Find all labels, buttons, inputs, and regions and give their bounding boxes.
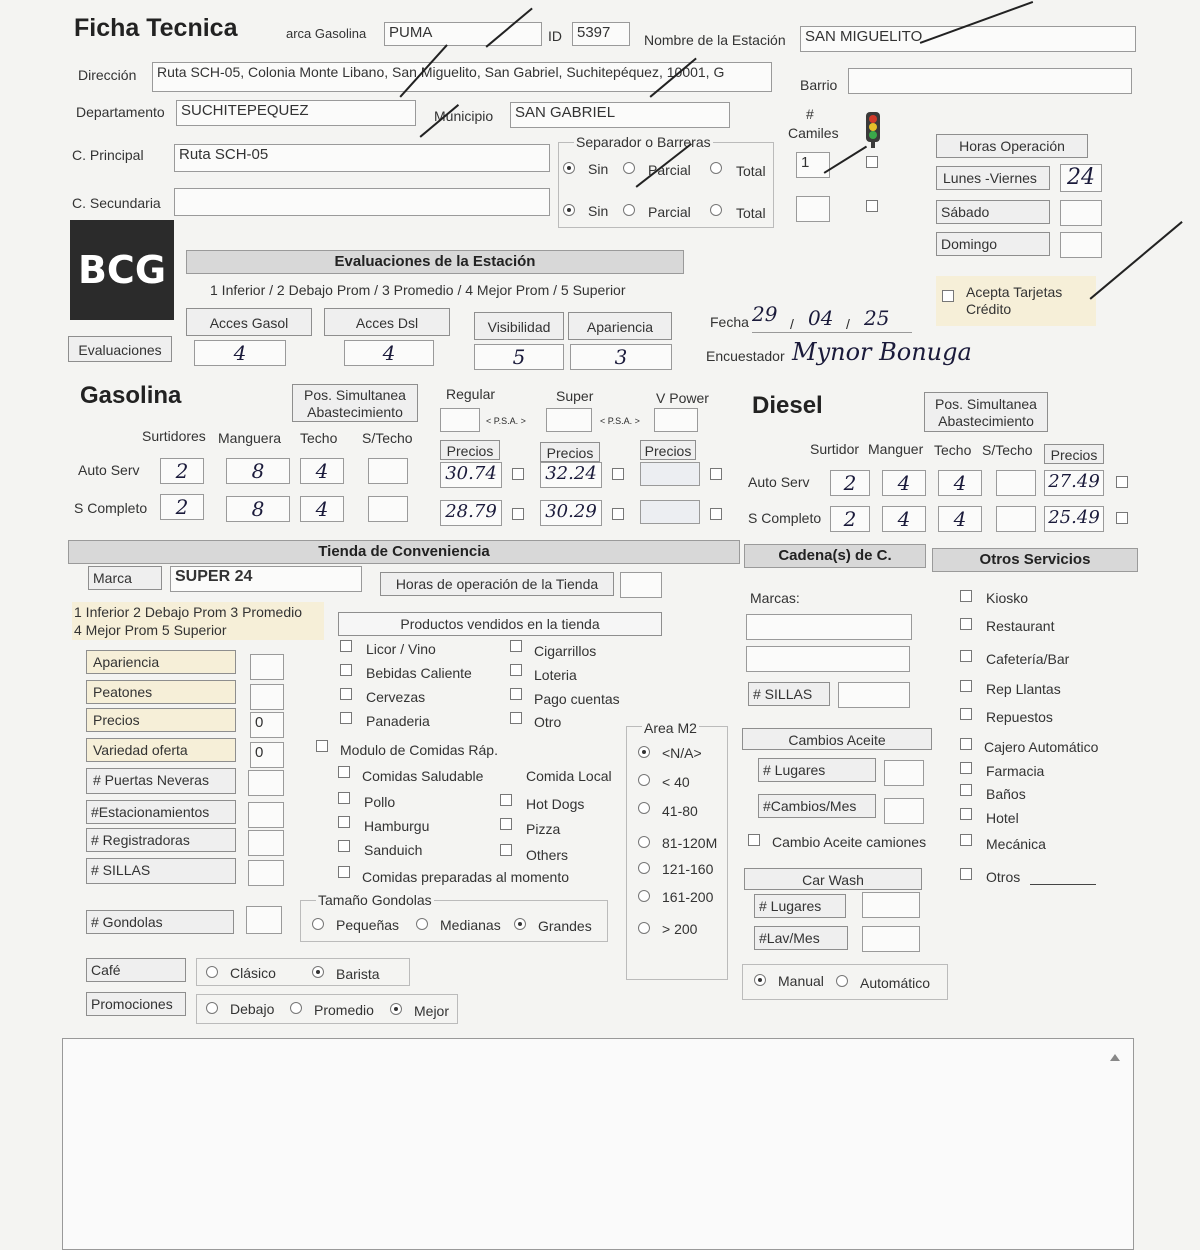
gas-auto-regular-checkbox[interactable] [512,468,524,480]
tarjetas-checkbox[interactable] [942,290,954,302]
gas-comp-vpower-precio[interactable] [640,500,700,524]
cafe-clasico-radio[interactable] [206,966,218,978]
sep1-parcial-radio[interactable] [623,162,635,174]
acces-gasol-label: Acces Gasol [186,308,312,336]
municipio-label: Municipio [434,108,494,124]
otros-otros-line [1030,884,1096,885]
gas-auto-vpower-precio[interactable] [640,462,700,486]
cprincipal-label: C. Principal [72,147,144,163]
rating-label-estacionamientos: #Estacionamientos [86,800,236,824]
diesel-comp-label: S Completo [748,510,822,526]
comida-sanduich-label: Sanduich [364,842,423,858]
otros-cafeteria-label: Cafetería/Bar [986,651,1070,667]
marca-field[interactable]: PUMA [384,22,542,46]
area-40-label: < 40 [662,774,690,790]
gas-comp-regular-checkbox[interactable] [512,508,524,520]
otros-hotel-label: Hotel [986,810,1019,826]
camiones-checkbox-2[interactable] [866,200,878,212]
apariencia-eval-label: Apariencia [568,312,672,340]
rating-field-estacionamientos[interactable] [248,802,284,828]
encuestador-label: Encuestador [706,348,785,364]
diesel-auto-precio[interactable]: 27.49 [1044,470,1104,496]
rating-label-precios: Precios [86,708,236,732]
marcas-field-2[interactable] [746,646,910,672]
prod-cigarrillos-checkbox[interactable] [510,640,522,652]
comida-hotdogs-label: Hot Dogs [526,796,585,812]
bcg-logo [70,220,174,320]
otros-farmacia-label: Farmacia [986,763,1045,779]
cambios-mes-field[interactable] [884,798,924,824]
promo-mejor-label: Mejor [414,1003,450,1019]
psa-label-1: < P.S.A. > [486,416,526,426]
lunes-field[interactable]: 24 [1060,164,1102,192]
encuestador-field[interactable]: Mynor Bonuga [792,338,972,366]
separador-label: Separador o Barreras [576,134,711,150]
diesel-col-stecho: S/Techo [982,442,1033,458]
cadena-sillas-field[interactable] [838,682,910,708]
promo-debajo-radio[interactable] [206,1002,218,1014]
gas-auto-stecho[interactable] [368,458,408,484]
carwash-header: Car Wash [744,868,922,890]
prod-licor-label: Licor / Vino [366,641,436,657]
area-161-200-radio[interactable] [638,890,650,902]
otros-banos-checkbox[interactable] [960,784,972,796]
gas-comp-super-checkbox[interactable] [612,508,624,520]
gas-auto-super-precio[interactable]: 32.24 [540,462,602,488]
otros-header: Otros Servicios [932,548,1138,572]
rating-label-sillas: # SILLAS [86,858,236,884]
prod-otro-label: Otro [534,714,562,730]
tienda-marca-field[interactable]: SUPER 24 [170,566,362,592]
municipio-field[interactable]: SAN GABRIEL [510,102,730,128]
cprincipal-field[interactable]: Ruta SCH-05 [174,144,550,172]
evaluaciones-row-label: Evaluaciones [68,336,172,362]
tienda-scale-2: 4 Mejor Prom 5 Superior [74,622,227,638]
diesel-col-surtidor: Surtidor [810,441,860,457]
comida-local-label: Comida Local [526,768,612,784]
regular-psa-field[interactable] [440,408,480,432]
col-surtidores: Surtidores [142,428,206,444]
modulo-comidas-checkbox[interactable] [316,740,328,752]
super-psa-field[interactable] [546,408,592,432]
vpower-label: V Power [656,390,709,406]
super-label: Super [556,388,594,404]
prod-pago-checkbox[interactable] [510,688,522,700]
fecha-underline [752,332,912,333]
otros-llantas-checkbox[interactable] [960,680,972,692]
cafe-barista-label: Barista [336,966,380,982]
prod-cigarrillos-label: Cigarrillos [534,643,597,659]
promo-debajo-label: Debajo [230,1001,275,1017]
comida-preparadas-checkbox[interactable] [338,866,350,878]
s-completo-label: S Completo [74,500,148,516]
gondola-pequenas-label: Pequeñas [336,917,400,933]
cafe-clasico-label: Clásico [230,965,276,981]
depto-label: Departamento [76,104,165,120]
visibilidad-field[interactable]: 5 [474,344,564,370]
prod-otro-checkbox[interactable] [510,712,522,724]
cambio-camiones-label: Cambio Aceite camiones [772,834,927,850]
otros-hotel-checkbox[interactable] [960,808,972,820]
camiones-hash: # [806,106,814,122]
gas-comp-vpower-checkbox[interactable] [710,508,722,520]
area-label: Area M2 [644,720,697,736]
scroll-up-icon[interactable] [1110,1054,1120,1061]
comida-pollo-label: Pollo [364,794,396,810]
sep1-parcial-label: Parcial [648,162,691,178]
col-techo: Techo [300,430,338,446]
sep1-total-radio[interactable] [710,162,722,174]
gondola-medianas-label: Medianas [440,917,501,933]
prod-loteria-checkbox[interactable] [510,664,522,676]
carwash-manual-label: Manual [778,973,824,989]
diesel-auto-stecho[interactable] [996,470,1036,496]
marcas-field-1[interactable] [746,614,912,640]
prod-bebidas-checkbox[interactable] [340,664,352,676]
otros-banos-label: Baños [986,786,1026,802]
cambios-aceite-header: Cambios Aceite [742,728,932,750]
domingo-label: Domingo [936,232,1050,256]
area-81-120-radio[interactable] [638,836,650,848]
diesel-comp-precio[interactable]: 25.49 [1044,506,1104,532]
gas-auto-techo[interactable]: 4 [300,458,344,484]
prod-loteria-label: Loteria [534,667,577,683]
csecundaria-label: C. Secundaria [72,195,161,211]
fecha-dia[interactable]: 29 [752,302,778,326]
area-na-radio[interactable] [638,746,650,758]
cambio-camiones-checkbox[interactable] [748,834,760,846]
acces-dsl-field[interactable]: 4 [344,340,434,366]
gas-comp-manguera[interactable]: 8 [226,496,290,522]
rating-label-apariencia: Apariencia [86,650,236,674]
gas-auto-vpower-checkbox[interactable] [710,468,722,480]
col-manguera: Manguera [218,430,282,446]
marcas-label: Marcas: [750,590,800,606]
acces-gasol-field[interactable]: 4 [194,340,286,366]
promo-promedio-label: Promedio [314,1002,374,1018]
otros-mecanica-label: Mecánica [986,836,1046,852]
id-label: ID [548,28,562,44]
page-title: Ficha Tecnica [74,14,238,42]
comida-sanduich-checkbox[interactable] [338,840,350,852]
auto-serv-label: Auto Serv [78,462,140,478]
fecha-anio[interactable]: 25 [864,306,890,330]
diesel-comp-techo[interactable]: 4 [938,506,982,532]
otros-cajero-checkbox[interactable] [960,738,972,750]
fecha-mes[interactable]: 04 [808,306,834,330]
fecha-label: Fecha [710,314,749,330]
otros-repuestos-checkbox[interactable] [960,708,972,720]
gas-comp-stecho[interactable] [368,496,408,522]
barrio-label: Barrio [800,77,838,93]
sep1-sin-radio[interactable] [563,162,575,174]
camiones-checkbox-1[interactable] [866,156,878,168]
gondola-grandes-label: Grandes [538,918,592,934]
carwash-manual-radio[interactable] [754,974,766,986]
camiones-field[interactable]: 1 [796,152,830,178]
apariencia-eval-field[interactable]: 3 [570,344,672,370]
precios-vpower-header: Precios [640,440,696,460]
gondolas-field[interactable] [246,906,282,934]
otros-mecanica-checkbox[interactable] [960,834,972,846]
prod-panaderia-label: Panaderia [366,713,430,729]
prod-cervezas-label: Cervezas [366,689,426,705]
cambios-lugares-field[interactable] [884,760,924,786]
cafe-label: Café [86,958,186,982]
fecha-sep-2: / [846,316,850,332]
diesel-comp-checkbox[interactable] [1116,512,1128,524]
prod-cervezas-checkbox[interactable] [340,688,352,700]
rating-field-variedad[interactable]: 0 [250,742,284,768]
otros-otros-checkbox[interactable] [960,868,972,880]
sep2-parcial-label: Parcial [648,204,691,220]
gas-comp-regular-precio[interactable]: 28.79 [440,500,502,526]
otros-farmacia-checkbox[interactable] [960,762,972,774]
otros-kiosko-label: Kiosko [986,590,1029,606]
evaluaciones-header: Evaluaciones de la Estación [186,250,684,274]
tienda-horas-label: Horas de operación de la Tienda [380,572,614,596]
rating-label-peatones: Peatones [86,680,236,704]
regular-label: Regular [446,386,496,402]
area-200-label: > 200 [662,921,698,937]
prod-pago-label: Pago cuentas [534,691,620,707]
marca-label: arca Gasolina [286,26,367,41]
rating-field-peatones[interactable] [250,684,284,710]
area-41-80-label: 41-80 [662,803,698,819]
area-161-200-label: 161-200 [662,889,714,905]
promociones-label: Promociones [86,992,186,1016]
diesel-col-techo: Techo [934,442,972,458]
gas-comp-techo[interactable]: 4 [300,496,344,522]
acces-dsl-label: Acces Dsl [324,308,450,336]
diesel-col-manguer: Manguer [868,441,924,457]
prod-panaderia-checkbox[interactable] [340,712,352,724]
comida-saludable-label: Comidas Saludable [362,768,484,784]
rating-label-registradoras: # Registradoras [86,828,236,852]
gas-auto-surtidores[interactable]: 2 [160,458,204,484]
otros-restaurant-label: Restaurant [986,618,1055,634]
cadena-sillas-label: # SILLAS [748,682,830,706]
gas-auto-super-checkbox[interactable] [612,468,624,480]
tienda-marca-label: Marca [88,566,162,590]
cadena-header: Cadena(s) de C. [744,544,926,568]
area-121-160-label: 121-160 [662,861,714,877]
gas-auto-regular-precio[interactable]: 30.74 [440,462,502,488]
diesel-pos-simultanea: Pos. Simultanea Abastecimiento [924,392,1048,432]
cafe-barista-radio[interactable] [312,966,324,978]
id-field[interactable]: 5397 [572,22,630,46]
psa-label-2: < P.S.A. > [600,416,640,426]
diesel-comp-surtidor[interactable]: 2 [830,506,870,532]
diesel-auto-checkbox[interactable] [1116,476,1128,488]
comida-pollo-checkbox[interactable] [338,792,350,804]
sep2-total-label: Total [736,205,766,221]
tarjetas-label: Acepta Tarjetas Crédito [966,284,1063,317]
rating-label-variedad: Variedad oferta [86,738,236,762]
carwash-lav-field[interactable] [862,926,920,952]
sep1-total-label: Total [736,163,766,179]
area-group [626,726,728,980]
rating-field-registradoras[interactable] [248,830,284,856]
rating-field-puertas[interactable] [248,770,284,796]
gondolas-label: # Gondolas [86,910,234,934]
rating-field-sillas[interactable] [248,860,284,886]
gas-auto-manguera[interactable]: 8 [226,458,290,484]
pen-stroke-8 [1090,221,1183,299]
prod-bebidas-label: Bebidas Caliente [366,665,472,681]
otros-otros-label: Otros [986,869,1021,885]
gas-pos-simultanea: Pos. Simultanea Abastecimiento [292,384,418,422]
comida-hotdogs-checkbox[interactable] [500,794,512,806]
otros-cafeteria-checkbox[interactable] [960,650,972,662]
rating-field-apariencia[interactable] [250,654,284,680]
gondola-medianas-radio[interactable] [416,918,428,930]
camiones-label: Camiles [788,125,839,141]
sep2-sin-label: Sin [588,203,609,219]
diesel-precios-header: Precios [1044,444,1104,464]
sep2-parcial-radio[interactable] [623,204,635,216]
sep1-sin-label: Sin [588,161,609,177]
precios-super-header: Precios [540,442,600,462]
evaluaciones-scale: 1 Inferior / 2 Debajo Prom / 3 Promedio / 4 Mejor Prom / 5 Superior [210,282,626,298]
cambios-mes-label: #Cambios/Mes [758,794,876,818]
carwash-lav-label: #Lav/Mes [754,926,848,950]
vpower-psa-field[interactable] [654,408,698,432]
diesel-comp-manguer[interactable]: 4 [882,506,926,532]
visibilidad-label: Visibilidad [474,312,564,340]
promo-promedio-radio[interactable] [290,1002,302,1014]
estacion-field[interactable]: SAN MIGUELITO [800,26,1136,52]
csecundaria-field[interactable] [174,188,550,216]
area-121-160-radio[interactable] [638,862,650,874]
lunes-label: Lunes -Viernes [936,166,1050,190]
modulo-comidas-label: Modulo de Comidas Ráp. [340,742,498,758]
gas-comp-super-precio[interactable]: 30.29 [540,500,602,526]
otros-kiosko-checkbox[interactable] [960,590,972,602]
carwash-lugares-field[interactable] [862,892,920,918]
bcg-logo-text: BCG [77,248,167,292]
diesel-auto-surtidor[interactable]: 2 [830,470,870,496]
area-81-120-label: 81-120M [662,835,718,851]
comida-pizza-label: Pizza [526,821,561,837]
comida-pizza-checkbox[interactable] [500,818,512,830]
depto-field[interactable]: SUCHITEPEQUEZ [176,100,416,126]
sabado-field[interactable] [1060,200,1102,226]
productos-header: Productos vendidos en la tienda [338,612,662,636]
gas-comp-surtidores[interactable]: 2 [160,494,204,520]
camiones-field-2[interactable] [796,196,830,222]
direccion-label: Dirección [78,67,137,83]
rating-label-puertas: # Puertas Neveras [86,768,236,794]
estacion-label: Nombre de la Estación [644,32,786,48]
cambios-lugares-label: # Lugares [758,758,876,782]
rating-field-precios[interactable]: 0 [250,712,284,738]
comida-preparadas-label: Comidas preparadas al momento [362,869,569,885]
comida-others-checkbox[interactable] [500,844,512,856]
barrio-field[interactable] [848,68,1132,94]
area-41-80-radio[interactable] [638,802,650,814]
gondola-grandes-radio[interactable] [514,918,526,930]
tienda-header: Tienda de Conveniencia [68,540,740,564]
traffic-light-icon [858,110,888,150]
sep2-sin-radio[interactable] [563,204,575,216]
carwash-auto-radio[interactable] [836,975,848,987]
carwash-auto-label: Automático [860,975,931,991]
comida-hamburgu-label: Hamburgu [364,818,430,834]
prod-licor-checkbox[interactable] [340,640,352,652]
sep2-total-radio[interactable] [710,204,722,216]
diesel-auto-label: Auto Serv [748,474,810,490]
sabado-label: Sábado [936,200,1050,224]
area-na-label: <N/A> [662,745,702,761]
gondola-pequenas-radio[interactable] [312,918,324,930]
fecha-sep-1: / [790,316,794,332]
domingo-field[interactable] [1060,232,1102,258]
gasolina-title: Gasolina [80,382,182,409]
tienda-horas-field[interactable] [620,572,662,598]
col-stecho: S/Techo [362,430,413,446]
comida-others-label: Others [526,847,569,863]
otros-cajero-label: Cajero Automático [984,739,1099,755]
diesel-auto-manguer[interactable]: 4 [882,470,926,496]
otros-llantas-label: Rep Llantas [986,681,1061,697]
otros-repuestos-label: Repuestos [986,709,1053,725]
direccion-field[interactable]: Ruta SCH-05, Colonia Monte Libano, San Miguelito, San Gabriel, Suchitepéquez, 10001, G [152,62,772,92]
diesel-title: Diesel [752,392,823,419]
tienda-scale-1: 1 Inferior 2 Debajo Prom 3 Promedio [74,604,302,620]
comida-hamburgu-checkbox[interactable] [338,816,350,828]
precios-regular-header: Precios [440,440,500,460]
comida-saludable-checkbox[interactable] [338,766,350,778]
promo-mejor-radio[interactable] [390,1003,402,1015]
diesel-comp-stecho[interactable] [996,506,1036,532]
gondolas-size-label: Tamaño Gondolas [318,892,432,908]
notes-textarea[interactable] [62,1038,1134,1250]
otros-restaurant-checkbox[interactable] [960,618,972,630]
horas-operacion-header: Horas Operación [936,134,1088,158]
area-40-radio[interactable] [638,774,650,786]
carwash-lugares-label: # Lugares [754,894,846,918]
pen-stroke-7 [824,146,867,174]
diesel-auto-techo[interactable]: 4 [938,470,982,496]
area-200-radio[interactable] [638,922,650,934]
